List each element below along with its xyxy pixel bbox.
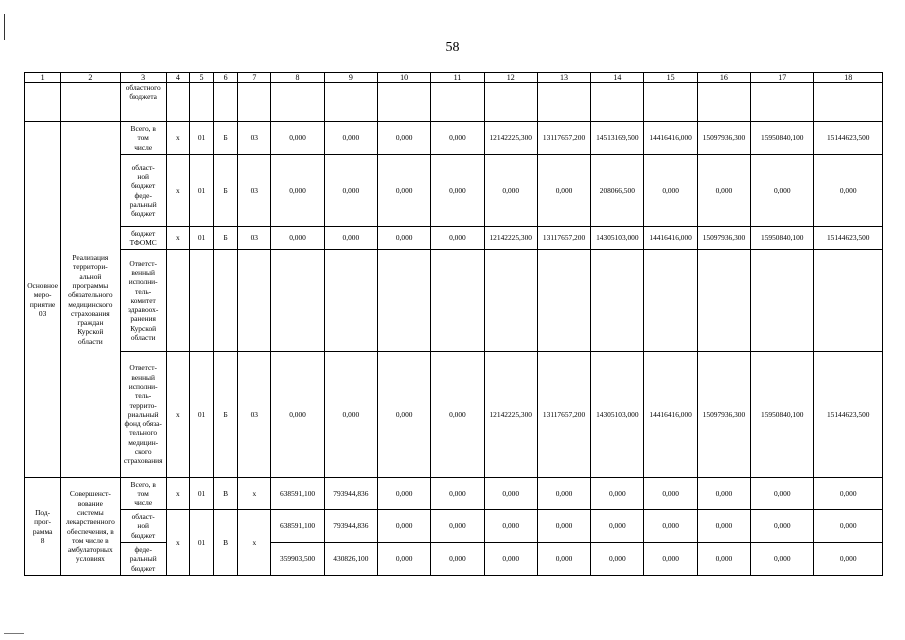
table-cell: В	[214, 510, 238, 576]
value-cell: 0,000	[697, 478, 750, 510]
value-cell: 0,000	[324, 122, 377, 155]
table-cell	[431, 250, 484, 352]
table-cell	[751, 83, 814, 122]
table-cell: Б	[214, 352, 238, 478]
value-cell: 15097936,300	[697, 227, 750, 250]
table-cell: 01	[189, 122, 213, 155]
value-cell: 0,000	[378, 510, 431, 543]
table-cell: 01	[189, 155, 213, 227]
value-cell: 13117657,200	[537, 352, 590, 478]
value-cell: 15950840,100	[751, 122, 814, 155]
table-cell	[591, 83, 644, 122]
value-cell: 13117657,200	[537, 227, 590, 250]
table-cell	[697, 250, 750, 352]
funding-source-cell: Ответст- венный исполни- тель- комитет здравоох- ранения Курской области	[120, 250, 166, 352]
header-cell: 10	[378, 73, 431, 83]
header-cell: 7	[238, 73, 271, 83]
value-cell: 0,000	[484, 510, 537, 543]
header-cell: 12	[484, 73, 537, 83]
table-cell	[61, 83, 120, 122]
table-cell	[271, 83, 324, 122]
table-cell: 03	[238, 155, 271, 227]
table-cell	[25, 83, 61, 122]
funding-source-cell: Ответст- венный исполни- тель- террито- риальный фонд обяза- тельного медицин- ского страхования	[120, 352, 166, 478]
value-cell: 15144623,500	[814, 352, 883, 478]
value-cell: 14416416,000	[644, 122, 697, 155]
header-cell: 5	[189, 73, 213, 83]
table-cell: 03	[238, 227, 271, 250]
table-cell: х	[238, 510, 271, 576]
value-cell: 0,000	[484, 478, 537, 510]
table-cell	[166, 83, 189, 122]
table-cell	[189, 250, 213, 352]
value-cell: 0,000	[644, 510, 697, 543]
table-cell	[378, 250, 431, 352]
value-cell: 638591,100	[271, 478, 324, 510]
table-row	[25, 510, 883, 543]
subprogram-label: Под- прог- рамма 8	[25, 478, 61, 576]
value-cell: 0,000	[591, 543, 644, 576]
table-cell	[431, 83, 484, 122]
value-cell: 14305103,000	[591, 227, 644, 250]
value-cell: 793944,836	[324, 510, 377, 543]
table-row	[25, 83, 883, 122]
value-cell: 0,000	[324, 227, 377, 250]
value-cell: 0,000	[751, 478, 814, 510]
table-cell: 01	[189, 227, 213, 250]
value-cell: 15097936,300	[697, 352, 750, 478]
value-cell: 14305103,000	[591, 352, 644, 478]
value-cell: 430826,100	[324, 543, 377, 576]
header-cell: 14	[591, 73, 644, 83]
header-cell: 9	[324, 73, 377, 83]
value-cell: 15097936,300	[697, 122, 750, 155]
value-cell: 12142225,300	[484, 122, 537, 155]
value-cell: 0,000	[378, 122, 431, 155]
funding-source-cell: бюджет ТФОМС	[120, 227, 166, 250]
value-cell: 0,000	[644, 155, 697, 227]
value-cell: 15950840,100	[751, 227, 814, 250]
bottom-mark	[4, 633, 24, 634]
table-cell	[189, 83, 213, 122]
funding-source-cell: областного бюджета	[120, 83, 166, 122]
table-cell	[751, 250, 814, 352]
main-event-label: Основное меро- приятие 03	[25, 122, 61, 478]
table-cell: х	[166, 122, 189, 155]
table-cell	[644, 250, 697, 352]
table-cell: х	[238, 478, 271, 510]
margin-mark	[4, 14, 5, 40]
table-row	[25, 122, 883, 155]
value-cell: 0,000	[431, 227, 484, 250]
table-cell	[214, 250, 238, 352]
value-cell: 0,000	[814, 478, 883, 510]
value-cell: 0,000	[378, 227, 431, 250]
value-cell: 0,000	[271, 352, 324, 478]
value-cell: 0,000	[484, 543, 537, 576]
table-cell: Б	[214, 155, 238, 227]
value-cell: 0,000	[697, 155, 750, 227]
table-cell	[238, 250, 271, 352]
funding-source-cell: Всего, в том числе	[120, 478, 166, 510]
table-cell: 03	[238, 352, 271, 478]
value-cell: 0,000	[697, 510, 750, 543]
table-row	[25, 352, 883, 478]
table-row	[25, 250, 883, 352]
header-cell: 17	[751, 73, 814, 83]
table-cell: 01	[189, 510, 213, 576]
value-cell: 0,000	[644, 478, 697, 510]
value-cell: 0,000	[431, 122, 484, 155]
value-cell: 0,000	[271, 227, 324, 250]
header-cell: 15	[644, 73, 697, 83]
table-row	[25, 478, 883, 510]
value-cell: 0,000	[751, 510, 814, 543]
value-cell: 12142225,300	[484, 227, 537, 250]
header-cell: 6	[214, 73, 238, 83]
table-cell: Б	[214, 122, 238, 155]
table-cell	[378, 83, 431, 122]
table-cell	[591, 250, 644, 352]
value-cell: 0,000	[324, 155, 377, 227]
value-cell: 0,000	[431, 155, 484, 227]
header-row	[25, 73, 883, 83]
table-row	[25, 543, 883, 576]
value-cell: 359903,500	[271, 543, 324, 576]
table-cell	[697, 83, 750, 122]
value-cell: 0,000	[591, 510, 644, 543]
table-cell: Б	[214, 227, 238, 250]
value-cell: 0,000	[814, 155, 883, 227]
value-cell: 0,000	[378, 543, 431, 576]
value-cell: 0,000	[484, 155, 537, 227]
header-cell: 11	[431, 73, 484, 83]
page-number: 58	[445, 40, 460, 55]
value-cell: 0,000	[431, 510, 484, 543]
value-cell: 0,000	[697, 543, 750, 576]
header-cell: 18	[814, 73, 883, 83]
table-cell: х	[166, 227, 189, 250]
value-cell: 14416416,000	[644, 227, 697, 250]
table-cell: 01	[189, 478, 213, 510]
header-cell: 16	[697, 73, 750, 83]
subprogram-description: Совершенст- вование системы лекарственного обеспечения, в том числе в амбулаторных условиях	[61, 478, 120, 576]
value-cell: 0,000	[378, 478, 431, 510]
header-cell: 1	[25, 73, 61, 83]
table-cell	[484, 250, 537, 352]
table-cell	[271, 250, 324, 352]
value-cell: 0,000	[378, 352, 431, 478]
value-cell: 0,000	[591, 478, 644, 510]
value-cell: 0,000	[431, 543, 484, 576]
table-cell	[484, 83, 537, 122]
funding-source-cell: Всего, в том числе	[120, 122, 166, 155]
header-cell: 4	[166, 73, 189, 83]
value-cell: 15144623,500	[814, 227, 883, 250]
table-cell: х	[166, 155, 189, 227]
value-cell: 0,000	[378, 155, 431, 227]
table-cell	[324, 250, 377, 352]
header-cell: 8	[271, 73, 324, 83]
value-cell: 0,000	[431, 352, 484, 478]
value-cell: 0,000	[431, 478, 484, 510]
table-cell: В	[214, 478, 238, 510]
header-cell: 2	[61, 73, 120, 83]
funding-source-cell: феде- ральный бюджет	[120, 543, 166, 576]
table-cell	[537, 83, 590, 122]
value-cell: 14513169,500	[591, 122, 644, 155]
main-event-description: Реализация территори- альной программы обязательного медицинского страхования граждан Курской области	[61, 122, 120, 478]
value-cell: 14416416,000	[644, 352, 697, 478]
table-cell: х	[166, 352, 189, 478]
table-row	[25, 227, 883, 250]
header-cell: 3	[120, 73, 166, 83]
value-cell: 15950840,100	[751, 352, 814, 478]
value-cell: 0,000	[271, 122, 324, 155]
table-cell	[644, 83, 697, 122]
value-cell: 0,000	[751, 543, 814, 576]
value-cell: 0,000	[537, 543, 590, 576]
table-cell	[214, 83, 238, 122]
value-cell: 0,000	[814, 510, 883, 543]
value-cell: 0,000	[537, 510, 590, 543]
value-cell: 638591,100	[271, 510, 324, 543]
table-cell	[324, 83, 377, 122]
value-cell: 0,000	[271, 155, 324, 227]
funding-source-cell: област- ной бюджет феде- ральный бюджет	[120, 155, 166, 227]
value-cell: 0,000	[537, 478, 590, 510]
value-cell: 13117657,200	[537, 122, 590, 155]
table-cell	[814, 83, 883, 122]
table-row	[25, 155, 883, 227]
value-cell: 793944,836	[324, 478, 377, 510]
funding-source-cell: област- ной бюджет	[120, 510, 166, 543]
value-cell: 0,000	[814, 543, 883, 576]
budget-table	[24, 72, 883, 576]
value-cell: 0,000	[537, 155, 590, 227]
table-cell	[814, 250, 883, 352]
value-cell: 12142225,300	[484, 352, 537, 478]
table-cell	[537, 250, 590, 352]
table-cell: 01	[189, 352, 213, 478]
table-cell: х	[166, 510, 189, 576]
value-cell: 0,000	[324, 352, 377, 478]
table-cell	[238, 83, 271, 122]
value-cell: 0,000	[644, 543, 697, 576]
table-cell: 03	[238, 122, 271, 155]
value-cell: 208066,500	[591, 155, 644, 227]
table-cell	[166, 250, 189, 352]
value-cell: 15144623,500	[814, 122, 883, 155]
header-cell: 13	[537, 73, 590, 83]
table-cell: х	[166, 478, 189, 510]
value-cell: 0,000	[751, 155, 814, 227]
